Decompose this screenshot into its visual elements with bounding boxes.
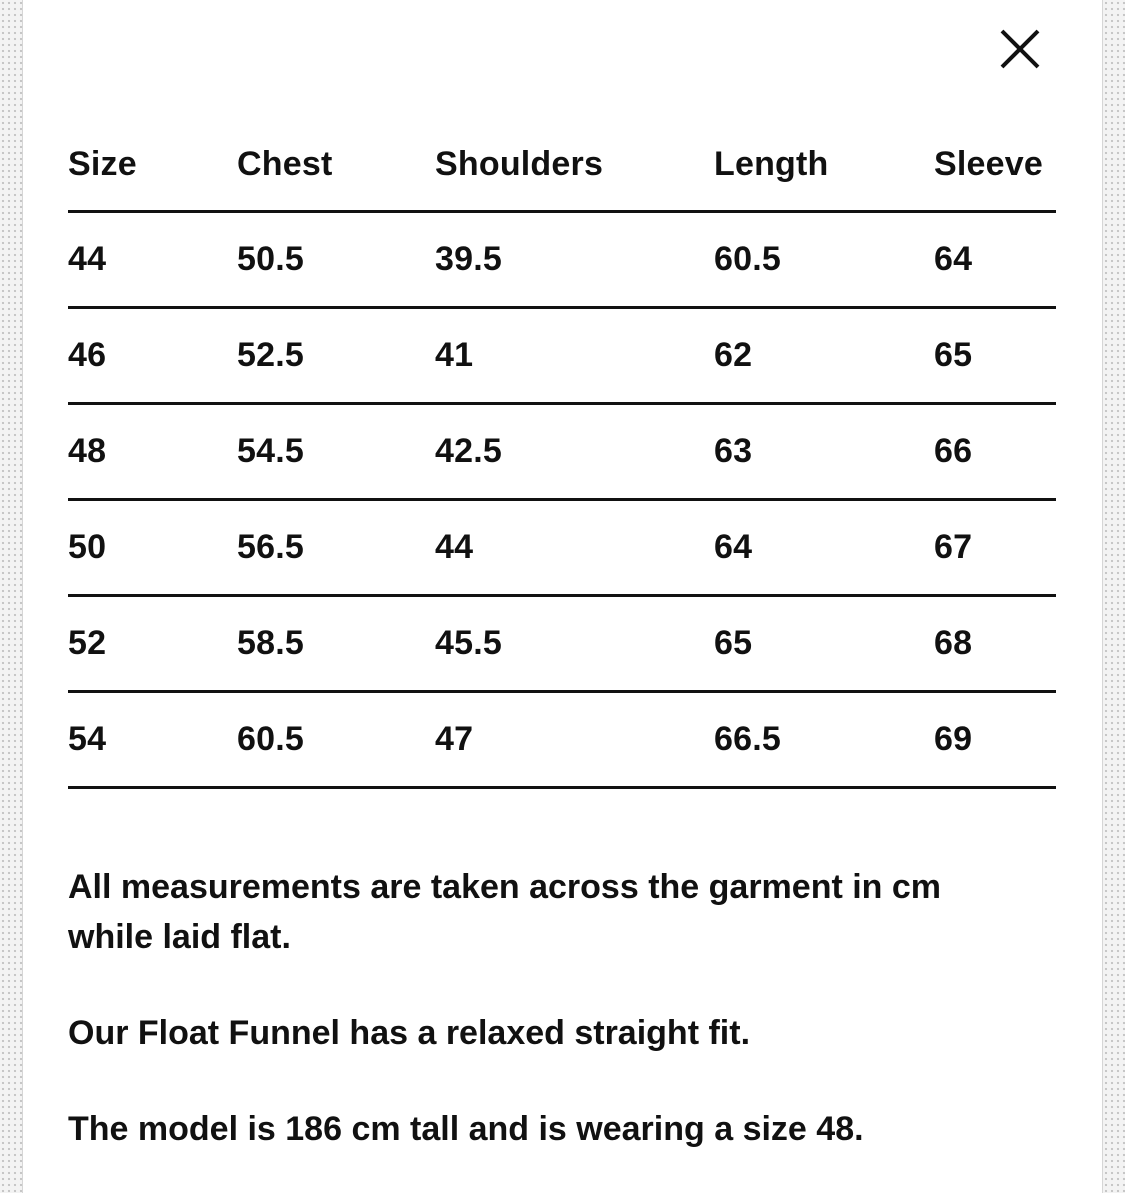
table-row: [68, 309, 1056, 405]
cell-length: 60.5: [714, 240, 781, 278]
cell-sleeve: 66: [934, 432, 973, 470]
fit-notes: [68, 862, 1028, 1154]
measurement-note: All measurements are taken across the garment in cm while laid flat.: [68, 868, 942, 956]
cell-chest: 58.5: [237, 624, 304, 662]
cell-length: 65: [714, 624, 753, 662]
right-gutter: [1102, 0, 1125, 1193]
fit-note: Our Float Funnel has a relaxed straight fit.: [68, 1014, 751, 1052]
cell-length: 63: [714, 432, 753, 470]
cell-sleeve: 69: [934, 720, 973, 758]
table-row: [68, 597, 1056, 693]
table-row: [68, 405, 1056, 501]
header-size: Size: [68, 144, 137, 183]
cell-shoulders: 41: [435, 336, 474, 374]
cell-sleeve: 64: [934, 240, 973, 278]
cell-length: 62: [714, 336, 753, 374]
cell-shoulders: 45.5: [435, 624, 502, 662]
model-note: The model is 186 cm tall and is wearing a size 48.: [68, 1110, 864, 1148]
cell-length: 66.5: [714, 720, 781, 758]
close-icon: [995, 24, 1045, 74]
cell-sleeve: 68: [934, 624, 973, 662]
cell-size: 46: [68, 336, 107, 374]
cell-size: 52: [68, 624, 107, 662]
cell-shoulders: 47: [435, 720, 474, 758]
left-gutter: [0, 0, 23, 1193]
header-shoulders: Shoulders: [435, 144, 604, 183]
table-row: [68, 693, 1056, 789]
cell-shoulders: 44: [435, 528, 474, 566]
header-chest: Chest: [237, 144, 333, 183]
cell-chest: 56.5: [237, 528, 304, 566]
cell-length: 64: [714, 528, 753, 566]
cell-chest: 60.5: [237, 720, 304, 758]
header-sleeve: Sleeve: [934, 144, 1043, 183]
cell-shoulders: 39.5: [435, 240, 502, 278]
cell-shoulders: 42.5: [435, 432, 502, 470]
table-header-row: [68, 118, 1056, 213]
header-length: Length: [714, 144, 829, 183]
cell-chest: 54.5: [237, 432, 304, 470]
cell-size: 54: [68, 720, 107, 758]
cell-sleeve: 65: [934, 336, 973, 374]
close-button[interactable]: [995, 24, 1045, 74]
cell-size: 48: [68, 432, 107, 470]
cell-size: 50: [68, 528, 107, 566]
cell-sleeve: 67: [934, 528, 973, 566]
table-row: [68, 501, 1056, 597]
table-row: [68, 213, 1056, 309]
size-table: [68, 118, 1056, 789]
cell-chest: 52.5: [237, 336, 304, 374]
cell-size: 44: [68, 240, 107, 278]
cell-chest: 50.5: [237, 240, 304, 278]
